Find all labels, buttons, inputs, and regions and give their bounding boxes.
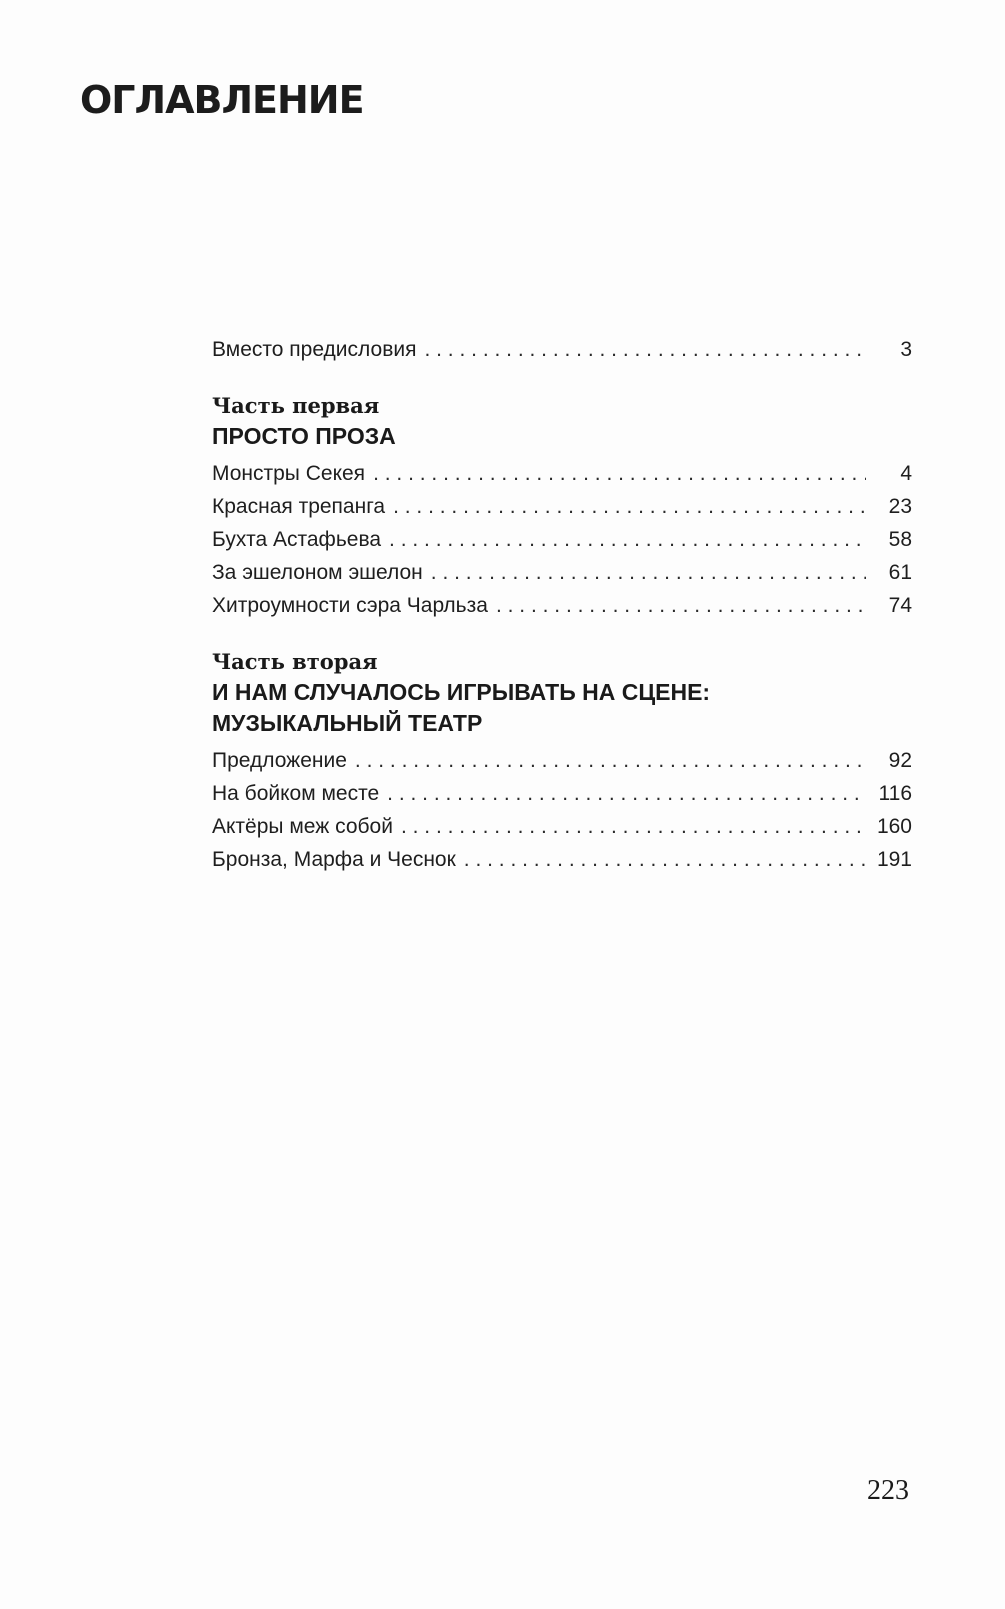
toc-entry-title: Вместо предисловия [212, 338, 417, 361]
dot-leader [496, 594, 866, 618]
toc-entry[interactable] [212, 594, 912, 627]
dot-leader [373, 462, 866, 486]
toc-entry-page: 4 [900, 462, 912, 485]
toc-entry[interactable] [212, 749, 912, 782]
toc-entry-title: Бухта Астафьева [212, 528, 382, 551]
toc-entry-page: 116 [878, 782, 912, 805]
part-title [212, 421, 912, 452]
dot-leader [424, 338, 866, 362]
toc-entry[interactable] [212, 848, 912, 881]
toc-entry-title: Монстры Секея [212, 462, 366, 485]
toc-entry-intro[interactable] [212, 338, 912, 371]
toc-entry-title: Бронза, Марфа и Чеснок [212, 848, 456, 871]
toc-entry-page: 160 [876, 815, 912, 838]
dot-leader [393, 495, 866, 519]
dot-leader [387, 782, 866, 806]
toc-part-1 [212, 391, 912, 627]
toc-entry-page: 23 [888, 495, 912, 518]
toc-entry-page: 3 [900, 338, 912, 361]
part-title [212, 677, 912, 739]
toc-entry-page: 74 [888, 594, 912, 617]
toc-entry-page: 61 [888, 561, 912, 584]
toc-entry-title: Красная трепанга [212, 495, 386, 518]
toc-entry-title: Хитроумности сэра Чарльза [212, 594, 488, 617]
toc-entry[interactable] [212, 462, 912, 495]
part-label: Часть вторая [212, 649, 378, 674]
page-number: 223 [867, 1475, 909, 1506]
toc-entry[interactable] [212, 528, 912, 561]
toc-entry-page: 92 [888, 749, 912, 772]
toc-entry[interactable] [212, 815, 912, 848]
toc-entry-page: 58 [888, 528, 912, 551]
toc-entry-page: 191 [876, 848, 912, 871]
part-title-line: И НАМ СЛУЧАЛОСЬ ИГРЫВАТЬ НА СЦЕНЕ: [212, 679, 711, 705]
toc-entry-title: Актёры меж собой [212, 815, 393, 838]
dot-leader [389, 528, 866, 552]
toc-part-2 [212, 647, 912, 881]
dot-leader [464, 848, 866, 872]
dot-leader [355, 749, 866, 773]
toc-entry-title: За эшелоном эшелон [212, 561, 423, 584]
toc-entry[interactable] [212, 782, 912, 815]
part-title-line: ПРОСТО ПРОЗА [212, 423, 396, 449]
table-of-contents [212, 338, 912, 881]
toc-entry-title: Предложение [212, 749, 347, 772]
toc-entry-title: На бойком месте [212, 782, 380, 805]
toc-entry[interactable] [212, 561, 912, 594]
part-title-line: МУЗЫКАЛЬНЫЙ ТЕАТР [212, 710, 483, 736]
dot-leader [431, 561, 866, 585]
part-label: Часть первая [212, 393, 380, 418]
dot-leader [401, 815, 866, 839]
toc-heading: ОГЛАВЛЕНИЕ [80, 78, 364, 122]
toc-entry[interactable] [212, 495, 912, 528]
